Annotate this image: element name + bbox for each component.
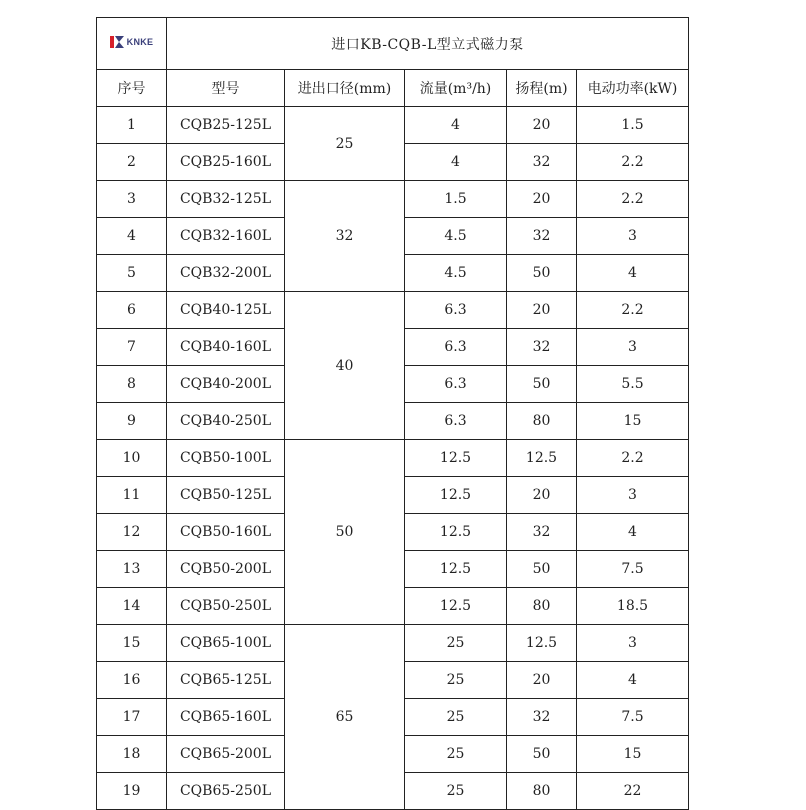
cell-power: 2.2 bbox=[577, 440, 689, 477]
cell-model: CQB65-200L bbox=[167, 736, 285, 773]
cell-model: CQB65-250L bbox=[167, 773, 285, 810]
cell-no: 6 bbox=[97, 292, 167, 329]
cell-model: CQB40-160L bbox=[167, 329, 285, 366]
cell-power: 7.5 bbox=[577, 699, 689, 736]
table-row bbox=[97, 440, 689, 477]
cell-power: 2.2 bbox=[577, 181, 689, 218]
cell-no: 13 bbox=[97, 551, 167, 588]
cell-no: 15 bbox=[97, 625, 167, 662]
cell-flow: 1.5 bbox=[405, 181, 507, 218]
cell-flow: 25 bbox=[405, 736, 507, 773]
cell-power: 3 bbox=[577, 477, 689, 514]
cell-power: 15 bbox=[577, 736, 689, 773]
cell-flow: 4 bbox=[405, 107, 507, 144]
cell-diameter: 25 bbox=[285, 107, 405, 181]
cell-power: 3 bbox=[577, 218, 689, 255]
cell-flow: 6.3 bbox=[405, 366, 507, 403]
cell-model: CQB50-250L bbox=[167, 588, 285, 625]
cell-flow: 6.3 bbox=[405, 403, 507, 440]
cell-no: 1 bbox=[97, 107, 167, 144]
cell-no: 9 bbox=[97, 403, 167, 440]
cell-no: 10 bbox=[97, 440, 167, 477]
cell-model: CQB50-160L bbox=[167, 514, 285, 551]
cell-no: 4 bbox=[97, 218, 167, 255]
cell-power: 18.5 bbox=[577, 588, 689, 625]
header-model: 型号 bbox=[167, 70, 285, 107]
logo-text: KNKE bbox=[126, 36, 154, 47]
pump-spec-table bbox=[96, 17, 689, 810]
cell-model: CQB32-200L bbox=[167, 255, 285, 292]
cell-power: 7.5 bbox=[577, 551, 689, 588]
cell-model: CQB40-200L bbox=[167, 366, 285, 403]
cell-diameter: 32 bbox=[285, 181, 405, 292]
cell-no: 18 bbox=[97, 736, 167, 773]
cell-no: 3 bbox=[97, 181, 167, 218]
cell-power: 2.2 bbox=[577, 292, 689, 329]
spec-table-body bbox=[97, 18, 689, 810]
cell-flow: 12.5 bbox=[405, 477, 507, 514]
logo-red-bar bbox=[110, 36, 114, 48]
cell-head: 20 bbox=[507, 292, 577, 329]
cell-no: 17 bbox=[97, 699, 167, 736]
header-flow: 流量(m³/h) bbox=[405, 70, 507, 107]
cell-diameter: 40 bbox=[285, 292, 405, 440]
cell-power: 4 bbox=[577, 662, 689, 699]
cell-model: CQB65-125L bbox=[167, 662, 285, 699]
logo-cell bbox=[97, 18, 167, 70]
cell-power: 5.5 bbox=[577, 366, 689, 403]
cell-flow: 25 bbox=[405, 773, 507, 810]
cell-head: 50 bbox=[507, 551, 577, 588]
cell-power: 15 bbox=[577, 403, 689, 440]
cell-model: CQB50-200L bbox=[167, 551, 285, 588]
cell-head: 50 bbox=[507, 736, 577, 773]
cell-flow: 12.5 bbox=[405, 551, 507, 588]
header-head: 扬程(m) bbox=[507, 70, 577, 107]
table-row bbox=[97, 181, 689, 218]
cell-model: CQB25-125L bbox=[167, 107, 285, 144]
cell-head: 32 bbox=[507, 144, 577, 181]
cell-flow: 4 bbox=[405, 144, 507, 181]
cell-power: 4 bbox=[577, 255, 689, 292]
cell-model: CQB50-100L bbox=[167, 440, 285, 477]
cell-head: 50 bbox=[507, 255, 577, 292]
cell-head: 80 bbox=[507, 403, 577, 440]
cell-power: 4 bbox=[577, 514, 689, 551]
cell-flow: 25 bbox=[405, 699, 507, 736]
cell-flow: 6.3 bbox=[405, 329, 507, 366]
cell-head: 20 bbox=[507, 181, 577, 218]
cell-head: 20 bbox=[507, 662, 577, 699]
cell-model: CQB32-125L bbox=[167, 181, 285, 218]
cell-flow: 12.5 bbox=[405, 514, 507, 551]
cell-no: 16 bbox=[97, 662, 167, 699]
cell-no: 14 bbox=[97, 588, 167, 625]
cell-model: CQB40-125L bbox=[167, 292, 285, 329]
cell-model: CQB65-160L bbox=[167, 699, 285, 736]
cell-no: 2 bbox=[97, 144, 167, 181]
cell-head: 32 bbox=[507, 699, 577, 736]
cell-flow: 4.5 bbox=[405, 255, 507, 292]
logo-blue-chevron bbox=[115, 36, 124, 48]
cell-flow: 12.5 bbox=[405, 440, 507, 477]
header-power: 电动功率(kW) bbox=[577, 70, 689, 107]
cell-head: 32 bbox=[507, 329, 577, 366]
cell-model: CQB40-250L bbox=[167, 403, 285, 440]
cell-no: 8 bbox=[97, 366, 167, 403]
document-title: 进口KB-CQB-L型立式磁力泵 bbox=[167, 18, 689, 70]
cell-head: 32 bbox=[507, 514, 577, 551]
cell-flow: 12.5 bbox=[405, 588, 507, 625]
knke-logo-icon bbox=[110, 36, 124, 48]
cell-no: 7 bbox=[97, 329, 167, 366]
cell-model: CQB32-160L bbox=[167, 218, 285, 255]
header-row bbox=[97, 70, 689, 107]
cell-power: 3 bbox=[577, 329, 689, 366]
cell-head: 32 bbox=[507, 218, 577, 255]
cell-head: 80 bbox=[507, 773, 577, 810]
cell-power: 2.2 bbox=[577, 144, 689, 181]
cell-diameter: 65 bbox=[285, 625, 405, 810]
header-no: 序号 bbox=[97, 70, 167, 107]
cell-head: 50 bbox=[507, 366, 577, 403]
cell-head: 20 bbox=[507, 477, 577, 514]
cell-model: CQB25-160L bbox=[167, 144, 285, 181]
cell-power: 22 bbox=[577, 773, 689, 810]
title-row bbox=[97, 18, 689, 70]
cell-diameter: 50 bbox=[285, 440, 405, 625]
cell-head: 20 bbox=[507, 107, 577, 144]
cell-no: 11 bbox=[97, 477, 167, 514]
cell-no: 5 bbox=[97, 255, 167, 292]
cell-model: CQB50-125L bbox=[167, 477, 285, 514]
cell-head: 12.5 bbox=[507, 440, 577, 477]
cell-power: 1.5 bbox=[577, 107, 689, 144]
cell-flow: 25 bbox=[405, 625, 507, 662]
table-row bbox=[97, 292, 689, 329]
cell-no: 19 bbox=[97, 773, 167, 810]
cell-flow: 6.3 bbox=[405, 292, 507, 329]
cell-head: 12.5 bbox=[507, 625, 577, 662]
cell-model: CQB65-100L bbox=[167, 625, 285, 662]
brand-logo bbox=[110, 36, 154, 48]
cell-no: 12 bbox=[97, 514, 167, 551]
table-row bbox=[97, 625, 689, 662]
cell-power: 3 bbox=[577, 625, 689, 662]
cell-head: 80 bbox=[507, 588, 577, 625]
cell-flow: 25 bbox=[405, 662, 507, 699]
header-diameter: 进出口径(mm) bbox=[285, 70, 405, 107]
table-row bbox=[97, 107, 689, 144]
cell-flow: 4.5 bbox=[405, 218, 507, 255]
